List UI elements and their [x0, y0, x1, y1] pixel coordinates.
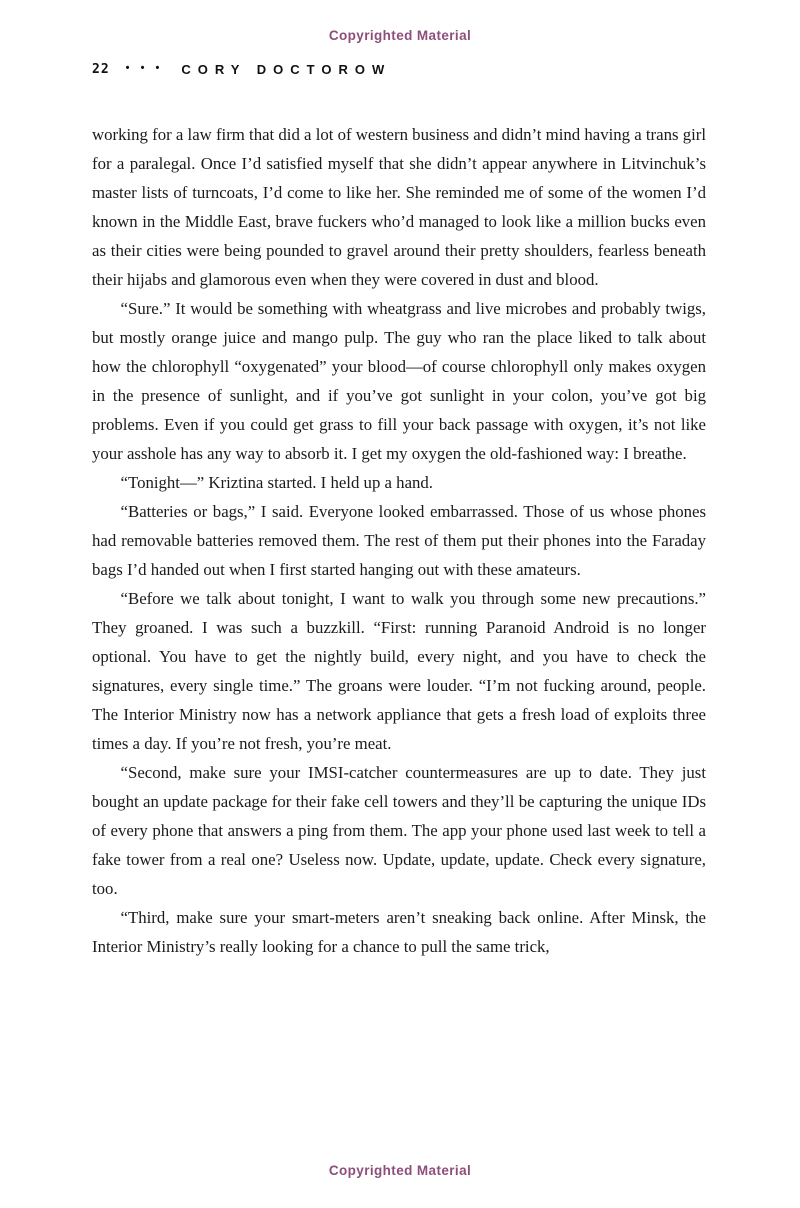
copyright-watermark-top: Copyrighted Material [328, 28, 472, 43]
paragraph: working for a law firm that did a lot of western business and didn’t mind having a trans girl for a paralegal. Once I’d satisfied myself that she didn’t appear anywhere in Litvinchuk’s master lists of turncoats, I’d come to like her. She reminded me of some of the women I’d known in the Middle East, brave fuckers who’d managed to look like a million bucks even as their cities were being pounded to gravel around their pretty shoulders, fearless beneath their hijabs and glamorous even when they were covered in dust and blood. [92, 125, 706, 289]
author-name: CORY DOCTOROW [181, 62, 392, 77]
paragraph: “Tonight—” Kriztina started. I held up a hand. [120, 473, 433, 492]
paragraph: “Before we talk about tonight, I want to walk you through some new precautions.” They groaned. I was such a buzzkill. “First: running Paranoid Android is no longer optional. You have to get the nightly build, every night, and you have to check the signatures, every single time.” The groans were louder. “I’m not fucking around, people. The Interior Ministry now has a network appliance that gets a fresh load of exploits three times a day. If you’re not fresh, you’re meat. [92, 589, 706, 753]
paragraph: “Batteries or bags,” I said. Everyone looked embarrassed. Those of us whose phones had removable batteries removed them. The rest of them put their phones into the Faraday bags I’d handed out when I first started hanging out with these amateurs. [92, 502, 706, 579]
paragraph: “Second, make sure your IMSI-catcher countermeasures are up to date. They just bought an update package for their fake cell towers and they’ll be capturing the unique IDs of every phone that answers a ping from them. The app your phone used last week to tell a fake tower from a real one? Useless now. Update, update, update. Check every signature, too. [92, 763, 706, 898]
running-head [92, 62, 391, 77]
page-body [92, 120, 706, 961]
page-number: 22 [92, 62, 110, 77]
paragraph: “Sure.” It would be something with wheatgrass and live microbes and probably twigs, but mostly orange juice and mango pulp. The guy who ran the place liked to talk about how the chlorophyll “oxygenated” your blood—of course chlorophyll only makes oxygen in the presence of sunlight, and if you’ve got sunlight in your colon, you’ve got big problems. Even if you could get grass to fill your back passage with oxygen, it’s not like your asshole has any way to absorb it. I get my oxygen the old-fashioned way: I breathe. [92, 299, 706, 463]
copyright-watermark-bottom: Copyrighted Material [328, 1163, 472, 1178]
paragraph: “Third, make sure your smart-meters aren’t sneaking back online. After Minsk, the Interior Ministry’s really looking for a chance to pull the same trick, [92, 908, 706, 956]
header-separator-dots: • • • [125, 61, 164, 74]
